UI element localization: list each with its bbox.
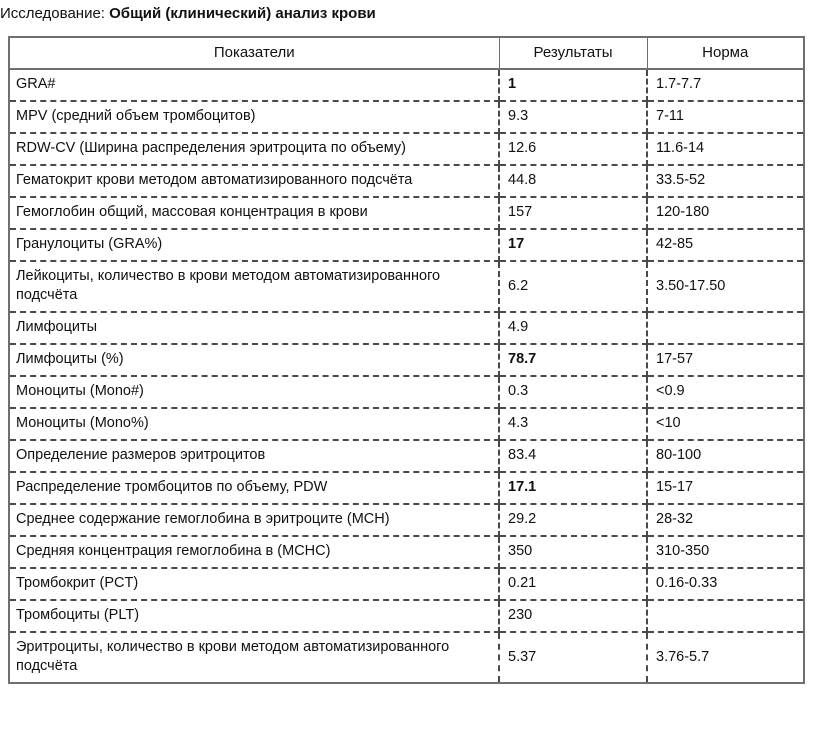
cell-result-value: 4.9 <box>499 312 647 344</box>
cell-indicator-name: Лимфоциты (%) <box>10 344 499 376</box>
results-table-container <box>8 36 805 684</box>
table-row <box>10 165 803 197</box>
cell-indicator-name: RDW-CV (Ширина распределения эритроцита по объему) <box>10 133 499 165</box>
cell-result-value: 17.1 <box>499 472 647 504</box>
cell-reference-range: 17-57 <box>647 344 803 376</box>
cell-reference-range <box>647 600 803 632</box>
cell-indicator-name: Среднее содержание гемоглобина в эритроците (MCH) <box>10 504 499 536</box>
table-body <box>10 69 803 682</box>
table-row <box>10 536 803 568</box>
cell-reference-range <box>647 312 803 344</box>
cell-indicator-name: Моноциты (Mono%) <box>10 408 499 440</box>
cell-reference-range: 11.6-14 <box>647 133 803 165</box>
results-table <box>10 38 803 682</box>
table-row <box>10 229 803 261</box>
cell-reference-range: 1.7-7.7 <box>647 69 803 101</box>
cell-indicator-name: Гематокрит крови методом автоматизированного подсчёта <box>10 165 499 197</box>
study-title-line <box>0 4 376 23</box>
cell-result-value: 5.37 <box>499 632 647 682</box>
column-header-indicator: Показатели <box>10 38 499 69</box>
cell-reference-range: 0.16-0.33 <box>647 568 803 600</box>
cell-result-value: 0.21 <box>499 568 647 600</box>
table-row <box>10 133 803 165</box>
cell-indicator-name: Моноциты (Mono#) <box>10 376 499 408</box>
cell-result-value: 83.4 <box>499 440 647 472</box>
cell-indicator-name: Определение размеров эритроцитов <box>10 440 499 472</box>
cell-result-value: 78.7 <box>499 344 647 376</box>
cell-indicator-name: GRA# <box>10 69 499 101</box>
cell-indicator-name: Распределение тромбоцитов по объему, PDW <box>10 472 499 504</box>
cell-indicator-name: Средняя концентрация гемоглобина в (MCHC) <box>10 536 499 568</box>
cell-indicator-name: Эритроциты, количество в крови методом автоматизированного подсчёта <box>10 632 499 682</box>
cell-reference-range: 7-11 <box>647 101 803 133</box>
table-row <box>10 197 803 229</box>
cell-result-value: 1 <box>499 69 647 101</box>
cell-indicator-name: Лимфоциты <box>10 312 499 344</box>
table-row <box>10 600 803 632</box>
table-row <box>10 344 803 376</box>
table-row <box>10 261 803 312</box>
cell-reference-range: 3.76-5.7 <box>656 648 710 665</box>
table-row <box>10 408 803 440</box>
cell-result-value: 29.2 <box>499 504 647 536</box>
table-header <box>10 38 803 69</box>
study-label: Исследование: <box>0 5 105 22</box>
cell-indicator-name: Лейкоциты, количество в крови методом автоматизированного подсчёта <box>10 261 499 312</box>
cell-result-value: 4.3 <box>499 408 647 440</box>
table-row <box>10 568 803 600</box>
cell-reference-range: 15-17 <box>647 472 803 504</box>
table-row <box>10 504 803 536</box>
cell-reference-range: 33.5-52 <box>647 165 803 197</box>
cell-result-value: 17 <box>499 229 647 261</box>
cell-result-value: 6.2 <box>499 261 647 312</box>
cell-reference-range: 120-180 <box>647 197 803 229</box>
table-row <box>10 312 803 344</box>
cell-result-value: 12.6 <box>499 133 647 165</box>
cell-reference-range: 310-350 <box>647 536 803 568</box>
cell-result-value: 44.8 <box>499 165 647 197</box>
table-row <box>10 69 803 101</box>
header-row <box>10 38 803 69</box>
column-header-result: Результаты <box>499 38 647 69</box>
cell-result-value: 157 <box>499 197 647 229</box>
table-row <box>10 632 803 682</box>
cell-indicator-name: Гемоглобин общий, массовая концентрация в крови <box>10 197 499 229</box>
cell-result-value: 230 <box>499 600 647 632</box>
table-row <box>10 440 803 472</box>
cell-indicator-name: Гранулоциты (GRA%) <box>10 229 499 261</box>
cell-result-value: 0.3 <box>499 376 647 408</box>
cell-reference-range: <10 <box>647 408 803 440</box>
column-header-norm: Норма <box>647 38 803 69</box>
cell-indicator-name: Тромбокрит (PCT) <box>10 568 499 600</box>
cell-result-value: 350 <box>499 536 647 568</box>
study-name: Общий (клинический) анализ крови <box>109 5 376 22</box>
table-row <box>10 376 803 408</box>
table-row <box>10 472 803 504</box>
cell-indicator-name: Тромбоциты (PLT) <box>10 600 499 632</box>
table-row <box>10 101 803 133</box>
cell-reference-range: 3.50-17.50 <box>647 261 803 312</box>
cell-reference-range: 80-100 <box>647 440 803 472</box>
cell-reference-range: 42-85 <box>647 229 803 261</box>
cell-reference-range: 28-32 <box>647 504 803 536</box>
cell-reference-range: <0.9 <box>647 376 803 408</box>
cell-result-value: 9.3 <box>499 101 647 133</box>
cell-indicator-name: MPV (средний объем тромбоцитов) <box>10 101 499 133</box>
